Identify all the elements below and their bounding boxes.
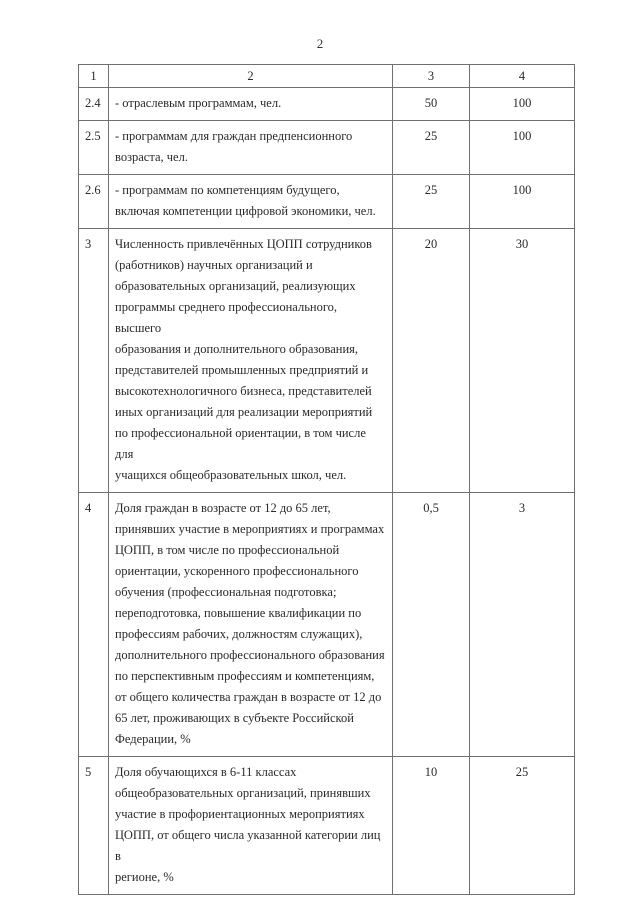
description-line: представителей промышленных предприятий и (115, 363, 369, 377)
row-value-col3: 25 (393, 121, 470, 175)
description-line: обучения (профессиональная подготовка; (115, 585, 337, 599)
table-row (79, 229, 575, 493)
row-value-col3: 50 (393, 88, 470, 121)
row-value-col3: 25 (393, 175, 470, 229)
header-col-4: 4 (470, 65, 575, 88)
row-description (109, 88, 393, 121)
row-number: 5 (79, 757, 109, 895)
description-line: ЦОПП, в том числе по профессиональной (115, 543, 340, 557)
description-line: Федерации, % (115, 732, 191, 746)
row-description (109, 757, 393, 895)
header-col-1: 1 (79, 65, 109, 88)
table-row (79, 88, 575, 121)
description-line: от общего количества граждан в возрасте от 12 до (115, 690, 382, 704)
row-value-col3: 20 (393, 229, 470, 493)
table-row (79, 757, 575, 895)
description-line: Численность привлечённых ЦОПП сотрудников (115, 237, 372, 251)
table-header-row (79, 65, 575, 88)
header-col-3: 3 (393, 65, 470, 88)
row-number: 4 (79, 493, 109, 757)
row-number: 2.6 (79, 175, 109, 229)
row-description (109, 229, 393, 493)
description-line: общеобразовательных организаций, принявших (115, 786, 371, 800)
row-value-col3: 0,5 (393, 493, 470, 757)
table-row (79, 121, 575, 175)
description-line: принявших участие в мероприятиях и программах (115, 522, 385, 536)
row-value-col4: 100 (470, 175, 575, 229)
row-value-col4: 25 (470, 757, 575, 895)
description-line: образовательных организаций, реализующих (115, 279, 356, 293)
table-row (79, 493, 575, 757)
row-description (109, 121, 393, 175)
row-number: 2.5 (79, 121, 109, 175)
description-line: иных организаций для реализации мероприятий (115, 405, 373, 419)
description-line: - программам для граждан предпенсионного (115, 129, 353, 143)
table-row (79, 175, 575, 229)
description-line: образования и дополнительного образования, (115, 342, 359, 356)
table-body (79, 65, 575, 895)
description-line: - программам по компетенциям будущего, (115, 183, 340, 197)
description-line: учащихся общеобразовательных школ, чел. (115, 468, 347, 482)
description-line: 65 лет, проживающих в субъекте Российской (115, 711, 354, 725)
description-line: (работников) научных организаций и (115, 258, 313, 272)
row-number: 2.4 (79, 88, 109, 121)
header-col-2: 2 (109, 65, 393, 88)
row-description (109, 493, 393, 757)
description-line: по профессиональной ориентации, в том числе для (115, 426, 366, 461)
row-number: 3 (79, 229, 109, 493)
row-value-col3: 10 (393, 757, 470, 895)
description-line: высокотехнологичного бизнеса, представителей (115, 384, 372, 398)
description-line: ЦОПП, от общего числа указанной категории лиц в (115, 828, 381, 863)
description-line: переподготовка, повышение квалификации по (115, 606, 362, 620)
row-value-col4: 3 (470, 493, 575, 757)
row-value-col4: 100 (470, 121, 575, 175)
description-line: участие в профориентационных мероприятиях (115, 807, 365, 821)
row-value-col4: 100 (470, 88, 575, 121)
description-line: Доля обучающихся в 6-11 классах (115, 765, 297, 779)
description-line: по перспективным профессиям и компетенциям, (115, 669, 375, 683)
indicators-table (78, 64, 575, 895)
description-line: включая компетенции цифровой экономики, чел. (115, 204, 376, 218)
description-line: ориентации, ускоренного профессионального (115, 564, 359, 578)
description-line: регионе, % (115, 870, 174, 884)
row-value-col4: 30 (470, 229, 575, 493)
row-description (109, 175, 393, 229)
description-line: - отраслевым программам, чел. (115, 96, 282, 110)
description-line: программы среднего профессионального, высшего (115, 300, 338, 335)
description-line: профессиям рабочих, должностям служащих), (115, 627, 363, 641)
page-number: 2 (316, 36, 324, 51)
description-line: дополнительного профессионального образования (115, 648, 385, 662)
description-line: возраста, чел. (115, 150, 188, 164)
description-line: Доля граждан в возрасте от 12 до 65 лет, (115, 501, 331, 515)
